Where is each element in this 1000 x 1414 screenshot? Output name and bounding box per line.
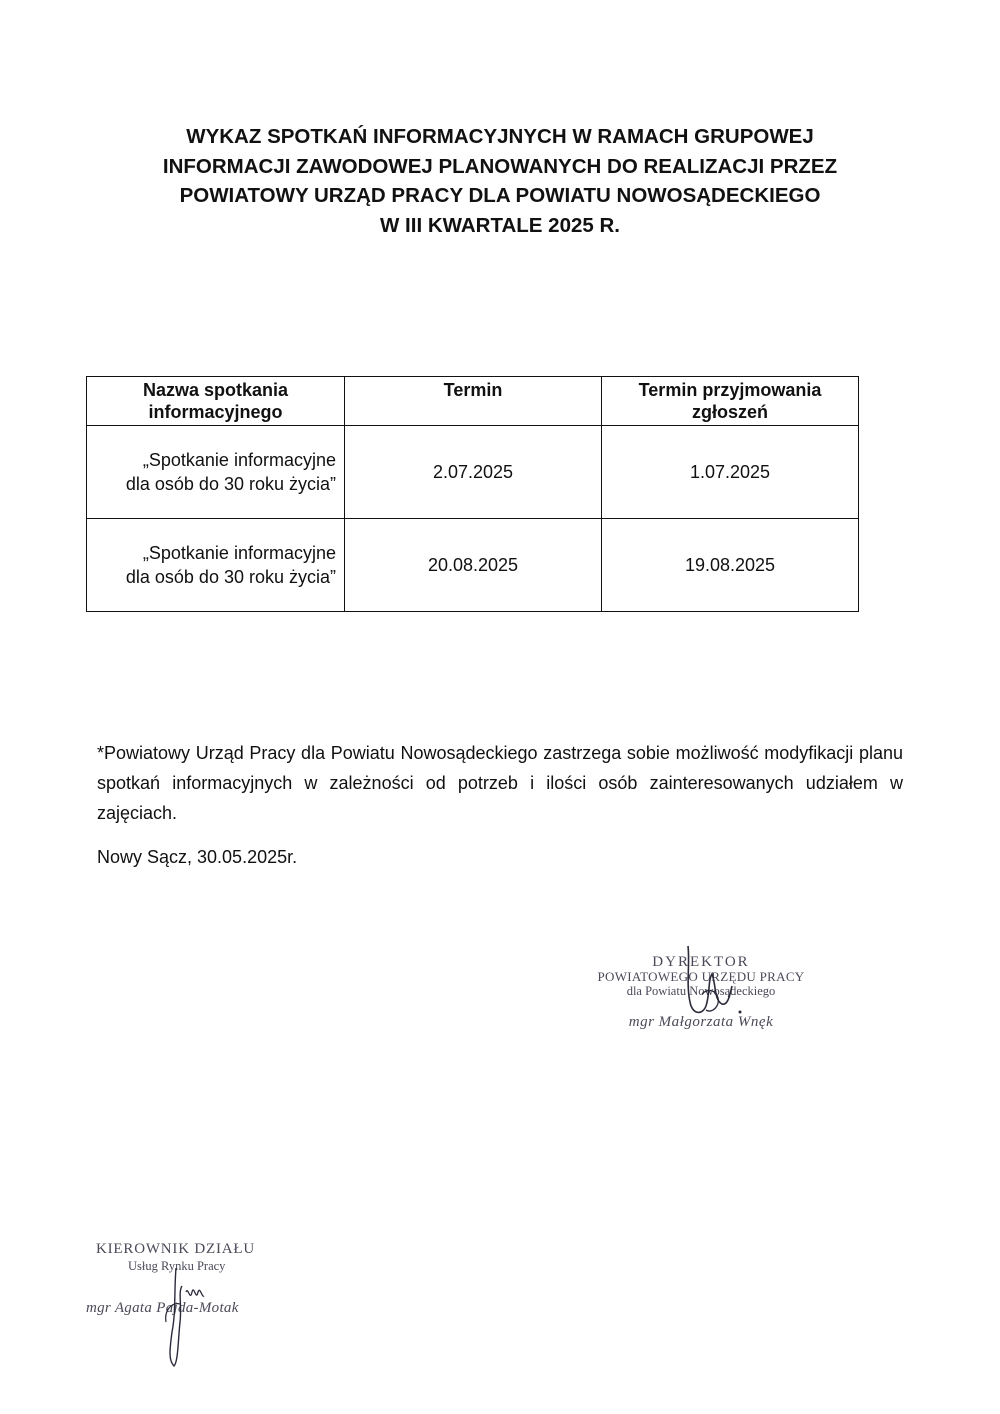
manager-signature-icon: [156, 1262, 216, 1372]
meetings-table: [86, 376, 859, 612]
application-date-cell: 19.08.2025: [602, 519, 859, 612]
meeting-date-cell: 20.08.2025: [345, 519, 602, 612]
title-line: WYKAZ SPOTKAŃ INFORMACYJNYCH W RAMACH GRUPOWEJ: [186, 125, 814, 148]
title-line: POWIATOWY URZĄD PRACY DLA POWIATU NOWOSĄDECKIEGO: [179, 184, 821, 207]
director-signature-icon: [672, 944, 752, 1024]
meeting-name-cell: „Spotkanie informacyjne dla osób do 30 roku życia”: [87, 426, 345, 519]
header-date: Termin: [345, 377, 602, 426]
title-line: INFORMACJI ZAWODOWEJ PLANOWANYCH DO REALIZACJI PRZEZ: [162, 154, 838, 178]
stamp-title: DYREKTOR: [652, 954, 750, 970]
stamp-office: POWIATOWEGO URZĘDU PRACY: [597, 969, 805, 984]
table-header-row: [87, 377, 859, 426]
meeting-date-cell: 2.07.2025: [345, 426, 602, 519]
table-row: [87, 519, 859, 612]
stamp-name: mgr Małgorzata Wnęk: [628, 1014, 774, 1030]
stamp-name: mgr Agata Pajda-Motak: [86, 1300, 239, 1316]
stamp-department: Usług Rynku Pracy: [128, 1259, 226, 1273]
header-application-date: Termin przyjmowania zgłoszeń: [602, 377, 859, 426]
place-and-date: Nowy Sącz, 30.05.2025r.: [97, 847, 298, 867]
meeting-name-cell: „Spotkanie informacyjne dla osób do 30 roku życia”: [87, 519, 345, 612]
document-title: [90, 122, 910, 240]
footnote: *Powiatowy Urząd Pracy dla Powiatu Nowosądeckiego zastrzega sobie możliwość modyfikacji planu spotkań informacyjnych w zależności od potrzeb i ilości osób zainteresowanych udziałem w zajęciach.: [97, 743, 903, 823]
table-row: [87, 426, 859, 519]
stamp-region: dla Powiatu Nowosądeckiego: [626, 984, 776, 998]
application-date-cell: 1.07.2025: [602, 426, 859, 519]
stamp-title: KIEROWNIK DZIAŁU: [96, 1241, 256, 1257]
title-line: W III KWARTALE 2025 R.: [380, 213, 620, 237]
header-meeting-name: Nazwa spotkania informacyjnego: [87, 377, 345, 426]
